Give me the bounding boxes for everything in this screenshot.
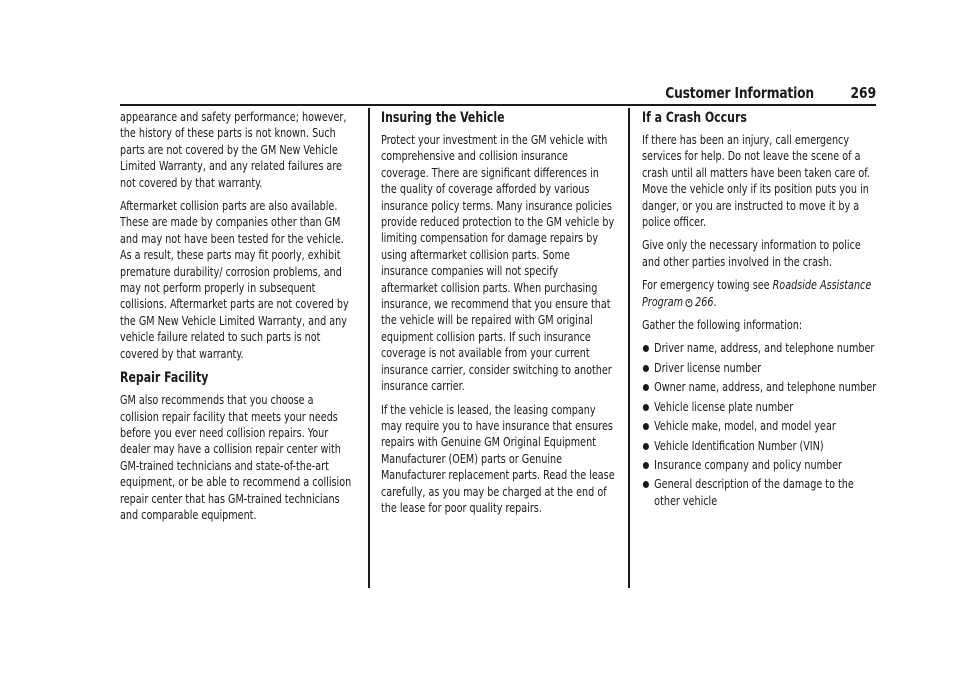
information-list: [642, 340, 877, 509]
list-item: [642, 457, 877, 473]
heading-insuring-the-vehicle: Insuring the Vehicle: [381, 110, 505, 126]
paragraph: Aftermarket collision parts are also available. These are made by companies other than GM and may not have been tested for the vehicle. As a result, these parts may fit poorly, exhibit premature durability/ corrosion problems, and may not perform properly in subsequent collisions. Aftermarket parts are not covered by the GM New Vehicle Limited Warranty, and any vehicle failure related to such parts is not covered by that warranty.: [120, 199, 349, 361]
bullet-icon: [643, 345, 649, 352]
bullet-icon: [643, 365, 649, 372]
page-header: [120, 84, 876, 104]
list-item: [642, 379, 877, 395]
section-title: Customer Information: [665, 84, 814, 102]
heading-if-a-crash-occurs: If a Crash Occurs: [642, 110, 747, 126]
list-item: [642, 340, 877, 356]
paragraph: If there has been an injury, call emergency services for help. Do not leave the scene of a crash until all matters have been taken care of. Move the vehicle only if its position puts you in danger, or you are instructed to move it by a police officer.: [642, 133, 870, 230]
list-item-text: General description of the damage to the other vehicle: [654, 477, 854, 508]
list-item: [642, 399, 877, 415]
list-item: [642, 476, 877, 509]
list-item-text: Vehicle Identification Number (VIN): [654, 438, 824, 453]
list-item: [642, 418, 877, 434]
list-item-text: Insurance company and policy number: [654, 457, 843, 472]
heading-repair-facility: Repair Facility: [120, 370, 209, 387]
list-item-text: Vehicle license plate number: [654, 399, 794, 414]
roadside-assistance-link[interactable]: Roadside Assistance Program: [642, 278, 872, 309]
paragraph: GM also recommends that you choose a collision repair facility that meets your needs before you ever need collision repairs. Your dealer may have a collision repair center with GM-trained technicians and state-of-the-art equipment, or be able to recommend a collision repair center that has GM-trained technicians and comparable equipment.: [120, 393, 352, 522]
paragraph: Give only the necessary information to police and other parties involved in the crash.: [642, 238, 861, 269]
paragraph-towing: [642, 277, 877, 310]
towing-suffix: .: [713, 294, 717, 309]
bullet-icon: [643, 481, 649, 488]
list-item-text: Vehicle make, model, and model year: [654, 419, 836, 434]
column-divider-2: [628, 108, 630, 588]
column-3: [642, 109, 878, 512]
list-item-text: Driver license number: [654, 360, 762, 375]
paragraph: Gather the following information:: [642, 318, 803, 333]
list-item-text: Driver name, address, and telephone number: [654, 341, 875, 356]
towing-text: For emergency towing see: [642, 278, 773, 293]
paragraph: If the vehicle is leased, the leasing company may require you to have insurance that ensures repairs with Genuine GM Original Equipment Manufacturer (OEM) parts or Genuine Manufacturer replacement parts. Read the lease carefully, as you may be charged at the end of the lease for poor quality repairs.: [381, 402, 615, 515]
column-divider-1: [368, 108, 370, 588]
column-1: [120, 109, 356, 530]
page-reference-icon: [686, 299, 693, 307]
bullet-icon: [643, 462, 649, 469]
list-item: [642, 438, 877, 454]
list-item-text: Owner name, address, and telephone number: [654, 380, 877, 395]
bullet-icon: [643, 404, 649, 411]
page-reference-number[interactable]: 266: [695, 294, 714, 309]
bullet-icon: [643, 423, 649, 430]
header-divider: [120, 104, 876, 106]
bullet-icon: [643, 384, 649, 391]
paragraph: Protect your investment in the GM vehicle with comprehensive and collision insurance coverage. There are significant differences in the quality of coverage afforded by various insurance policy terms. Many insurance policies provide reduced protection to the GM vehicle by limiting compensation for damage repairs by using aftermarket collision parts. Some insurance companies will not specify aftermarket collision parts. When purchasing insurance, we recommend that you ensure that the vehicle will be repaired with GM original equipment collision parts. If such insurance coverage is not available from your current insurance carrier, consider switching to another insurance carrier.: [381, 133, 615, 394]
page-number: 269: [850, 84, 876, 102]
list-item: [642, 360, 877, 376]
bullet-icon: [643, 443, 649, 450]
column-2: [381, 109, 617, 523]
paragraph: appearance and safety performance; however, the history of these parts is not known. Such parts are not covered by the GM New Vehicle Limited Warranty, and any related failures are not covered by that warranty.: [120, 110, 347, 190]
